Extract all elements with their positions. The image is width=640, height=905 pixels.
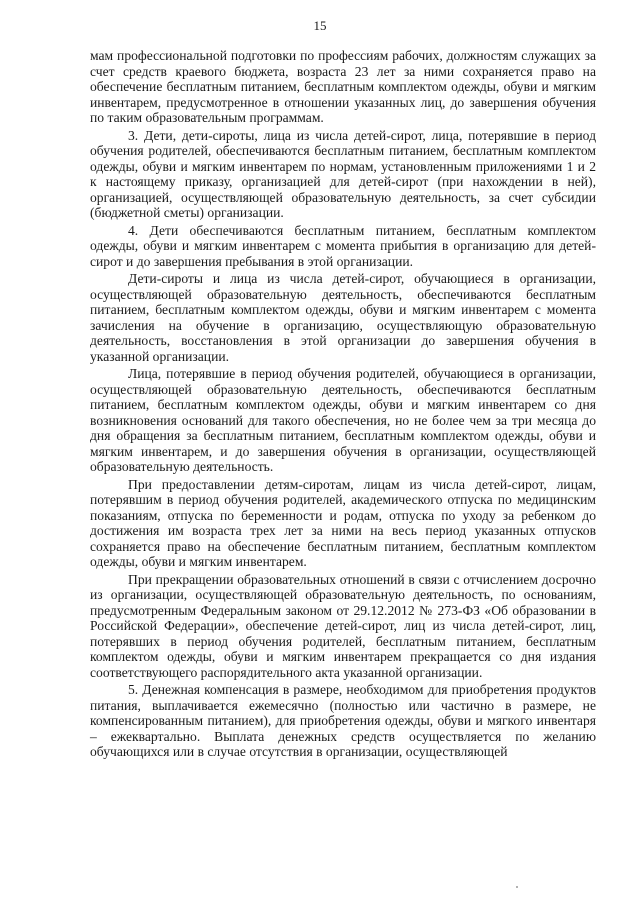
paragraph-item-5: 5. Денежная компенсация в размере, необходимом для приобретения продуктов питания, выплачивается ежемесячно (полностью или частично в размере, не компенсированным питанием), для приобретения одежды, обуви и мягкого инвентаря – ежеквартально. Выплата денежных средств осуществляется по желанию обучающихся или в случае отсутствия в организации, осуществляющей [90, 682, 596, 759]
scan-speck [516, 886, 518, 888]
paragraph-lost-parents-provision: Лица, потерявшие в период обучения родителей, обучающиеся в организации, осуществляющей образовательную деятельность, обеспечиваются бесплатным питанием, бесплатным комплектом одежды, обуви и мягким инвентарем со дня возникновения оснований для такого обеспечения, но не более чем за три месяца до дня обращения за бесплатным питанием, бесплатным комплектом одежды, обуви и мягким инвентарем, и до завершения обучения в организации, осуществляющей образовательную деятельность. [90, 366, 596, 474]
paragraph-item-4: 4. Дети обеспечиваются бесплатным питанием, бесплатным комплектом одежды, обуви и мягким инвентарем с момента прибытия в организацию для детей-сирот и до завершения пребывания в этой организации. [90, 222, 596, 269]
paragraph-termination: При прекращении образовательных отношений в связи с отчислением досрочно из организации, осуществляющей образовательную деятельность, по основаниям, предусмотренным Федеральным законом от 29.12.2012 № 273-ФЗ «Об образовании в Российской Федерации», обеспечение детей-сирот, лиц из числа детей-сирот, лиц, потерявших в период обучения родителей, бесплатным питанием, бесплатным комплектом одежды, обуви и мягким инвентарем прекращается со дня издания соответствующего распорядительного акта указанной организации. [90, 571, 596, 680]
page-number: 15 [313, 18, 327, 33]
paragraph-academic-leave: При предоставлении детям-сиротам, лицам из числа детей-сирот, лицам, потерявшим в период обучения родителей, академического отпуска по медицинским показаниям, отпуска по беременности и родам, отпуска по уходу за ребенком до достижения им возраста трех лет за ними на весь период указанных отпусков сохраняется право на обеспечение бесплатным питанием, бесплатным комплектом одежды, обуви и мягким инвентарем. [90, 476, 596, 569]
paragraph-continuation: мам профессиональной подготовки по профессиям рабочих, должностям служащих за счет средств краевого бюджета, возраста 23 лет за ними сохраняется право на обеспечение бесплатным питанием, бесплатным комплектом одежды, обуви и мягким инвентарем, предусмотренное в отношении указанных лиц, до завершения обучения по таким образовательным программам. [90, 48, 596, 125]
document-body [90, 48, 596, 760]
paragraph-orphans-provision: Дети-сироты и лица из числа детей-сирот, обучающиеся в организации, осуществляющей образовательную деятельность, обеспечиваются бесплатным питанием, бесплатным комплектом одежды, обуви и мягким инвентарем с момента зачисления на обучение в организацию, осуществляющую образовательную деятельность, восстановления в этой организации до завершения обучения в указанной организации. [90, 271, 596, 364]
paragraph-item-3: 3. Дети, дети-сироты, лица из числа детей-сирот, лица, потерявшие в период обучения родителей, обеспечиваются бесплатным питанием, бесплатным комплектом одежды, обуви и мягким инвентарем по нормам, установленным приложениями 1 и 2 к настоящему приказу, организацией для детей-сирот (при нахождении в ней), организацией, осуществляющей образовательную деятельность, за счет субсидии (бюджетной сметы) организации. [90, 127, 596, 220]
